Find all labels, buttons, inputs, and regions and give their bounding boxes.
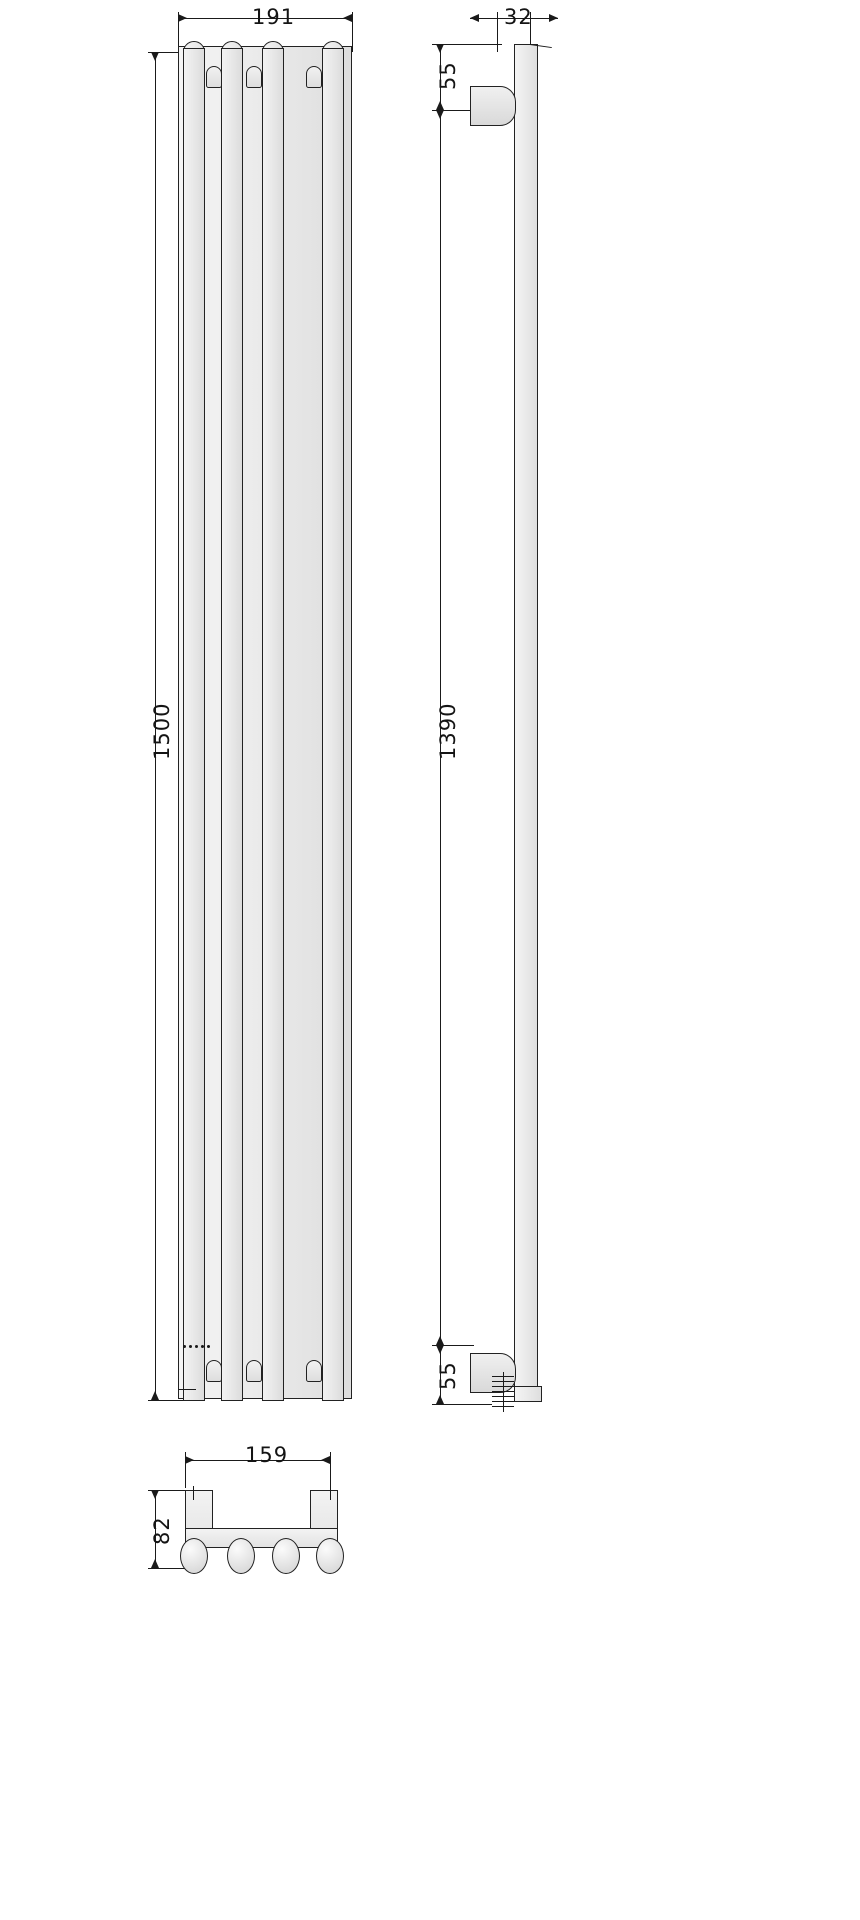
side-bottom-offset-arrow-top [436,1345,444,1354]
bottom-view-tube-2 [227,1538,255,1574]
bottom-depth-ext-bottom [148,1568,188,1569]
front-width-arrow-right [343,14,352,22]
bottom-depth-arrow-bottom [151,1559,159,1568]
bracket-bottom-left [206,1360,222,1382]
front-height-arrow-bottom [151,1391,159,1400]
tube-3 [262,48,284,1401]
bracket-bottom-mid [246,1360,262,1382]
bottom-depth-value: 82 [150,1516,174,1545]
front-width-value: 191 [252,5,296,29]
bracket-top-left [206,66,222,88]
side-body [514,44,538,1399]
bottom-view-tube-4 [316,1538,344,1574]
bottom-view-tube-3 [272,1538,300,1574]
bottom-view-tube-1 [180,1538,208,1574]
bottom-view-centerline-right [330,1486,331,1500]
front-width-arrow-left [178,14,187,22]
side-top-offset-arrow-top [436,44,444,53]
front-detail-dots [183,1345,210,1348]
bracket-top-mid [246,66,262,88]
front-panel-bottom-edge [178,1389,196,1390]
bottom-width-arrow-left [185,1456,194,1464]
bracket-top-right [306,66,322,88]
front-width-ext-right [352,12,353,52]
side-top-offset-value: 55 [436,61,460,90]
front-height-value: 1500 [150,702,174,760]
bottom-view-centerline-left [193,1486,194,1500]
side-depth-arrow-right [549,14,558,22]
side-bottom-offset-value: 55 [436,1361,460,1390]
tube-2 [221,48,243,1401]
side-valve-top [470,86,516,126]
bottom-depth-arrow-top [151,1490,159,1499]
bottom-width-arrow-right [321,1456,330,1464]
side-height-arrow-bottom [436,1336,444,1345]
side-height-value: 1390 [436,702,460,760]
side-base-foot [514,1386,542,1402]
side-depth-arrow-left [470,14,479,22]
front-height-arrow-top [151,52,159,61]
side-top-offset-arrow-bottom [436,101,444,110]
bottom-view-crossbar [185,1528,338,1548]
tube-1 [183,48,205,1401]
bottom-width-value: 159 [245,1443,289,1467]
side-bottom-offset-arrow-bottom [436,1395,444,1404]
side-bottom-offset-ext-b [432,1404,492,1405]
coil-axis [503,1372,504,1412]
bracket-bottom-right [306,1360,322,1382]
bottom-width-ext-right [330,1452,331,1488]
side-depth-value: 32 [504,5,533,29]
tube-4 [322,48,344,1401]
side-height-arrow-top [436,110,444,119]
